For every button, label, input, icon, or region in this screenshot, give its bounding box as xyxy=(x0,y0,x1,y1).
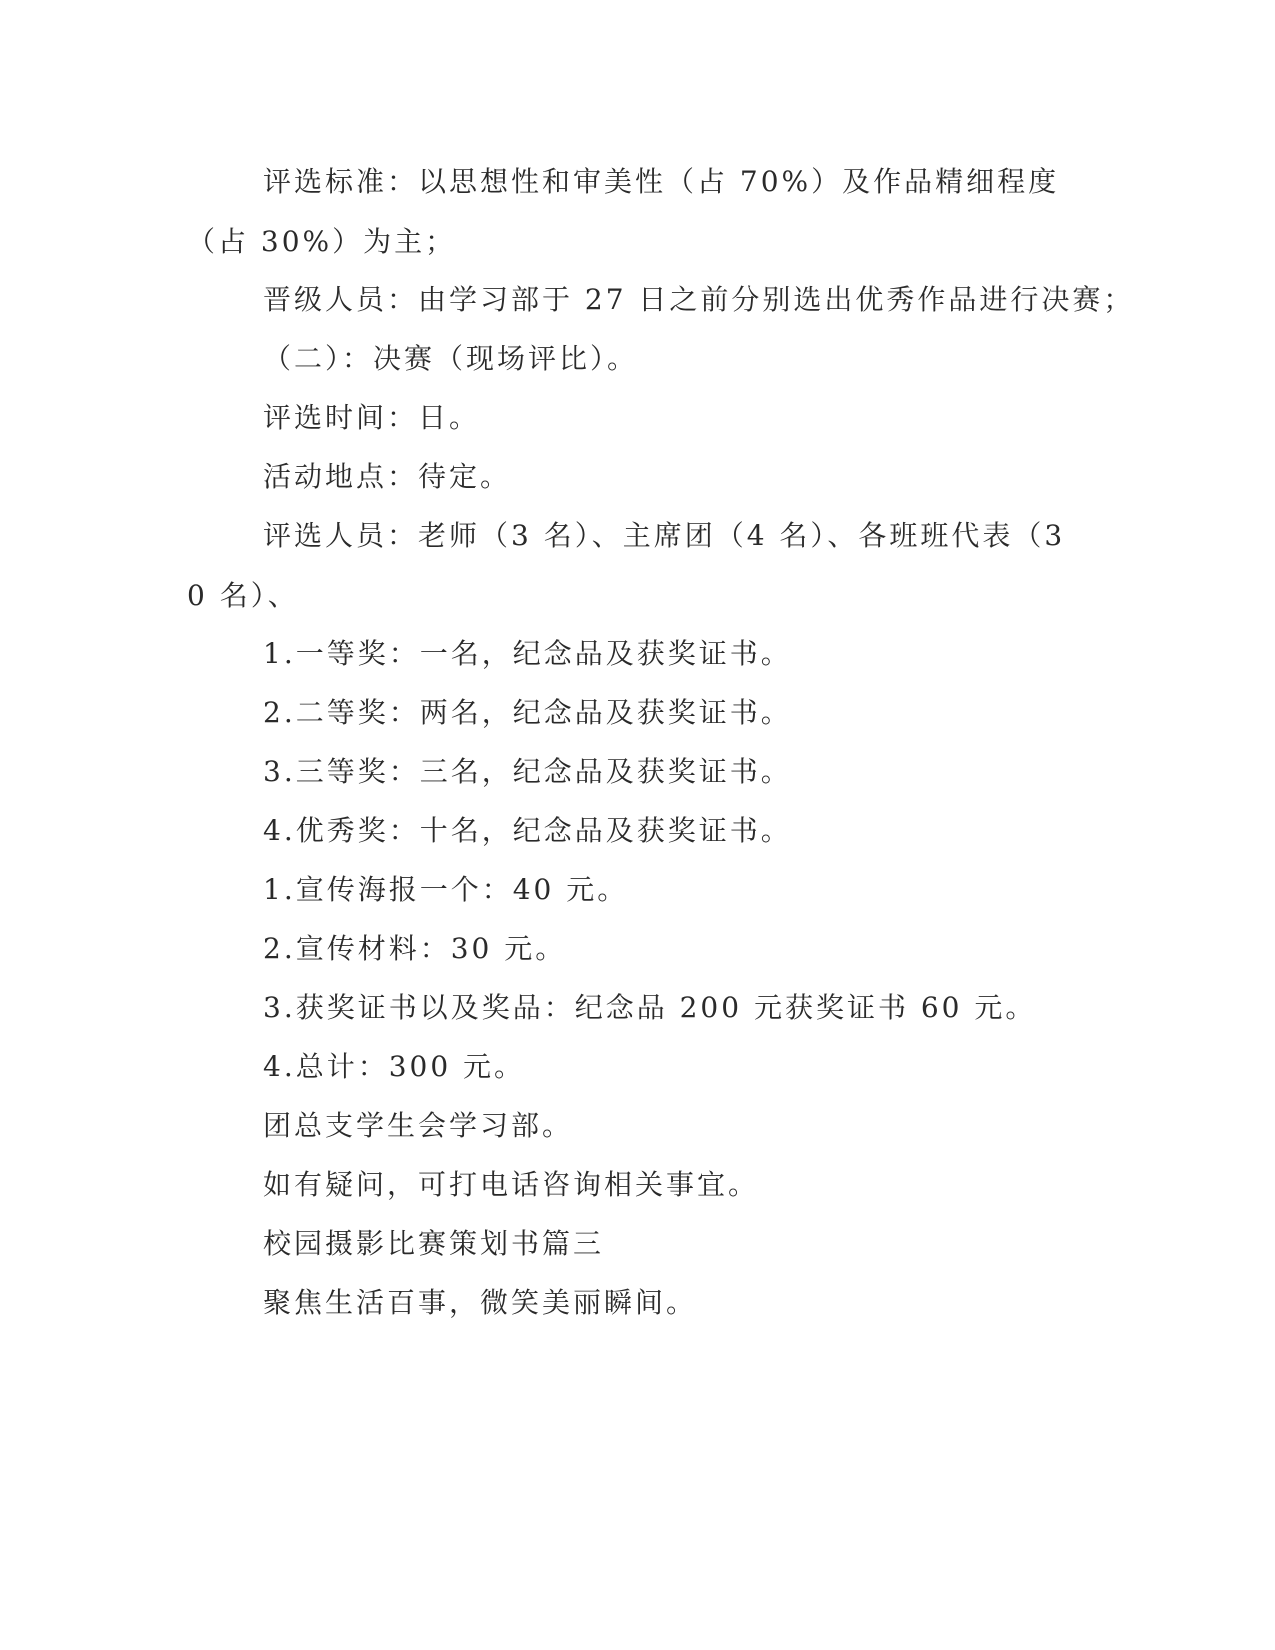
paragraph-promotion: 晋级人员：由学习部于 27 日之前分别选出优秀作品进行决赛； xyxy=(263,283,1135,316)
paragraph-time: 评选时间：日。 xyxy=(263,401,481,434)
paragraph-contact: 如有疑问，可打电话咨询相关事宜。 xyxy=(263,1168,760,1201)
paragraph-final-heading: （二）：决赛（现场评比）。 xyxy=(263,342,639,375)
list-item-excellence-prize: 4.优秀奖：十名，纪念品及获奖证书。 xyxy=(263,814,792,847)
list-item-prizes-cost: 3.获奖证书以及奖品：纪念品 200 元获奖证书 60 元。 xyxy=(263,991,1037,1024)
list-item-poster-cost: 1.宣传海报一个：40 元。 xyxy=(263,873,629,906)
list-item-second-prize: 2.二等奖：两名，纪念品及获奖证书。 xyxy=(263,696,792,729)
section-title: 校园摄影比赛策划书篇三 xyxy=(263,1227,605,1260)
paragraph-criteria: 评选标准：以思想性和审美性（占 70%）及作品精细程度（占 30%）为主； xyxy=(187,165,1060,258)
paragraph-judges: 评选人员：老师（3 名）、主席团（4 名）、各班班代表（30 名）、 xyxy=(187,519,1066,612)
list-item-third-prize: 3.三等奖：三名，纪念品及获奖证书。 xyxy=(263,755,792,788)
paragraph-slogan: 聚焦生活百事，微笑美丽瞬间。 xyxy=(263,1286,698,1319)
list-item-first-prize: 1.一等奖：一名，纪念品及获奖证书。 xyxy=(263,637,792,670)
paragraph-organizer: 团总支学生会学习部。 xyxy=(263,1109,574,1142)
list-item-materials-cost: 2.宣传材料：30 元。 xyxy=(263,932,567,965)
list-item-total-cost: 4.总计：300 元。 xyxy=(263,1050,526,1083)
paragraph-location: 活动地点：待定。 xyxy=(263,460,512,493)
